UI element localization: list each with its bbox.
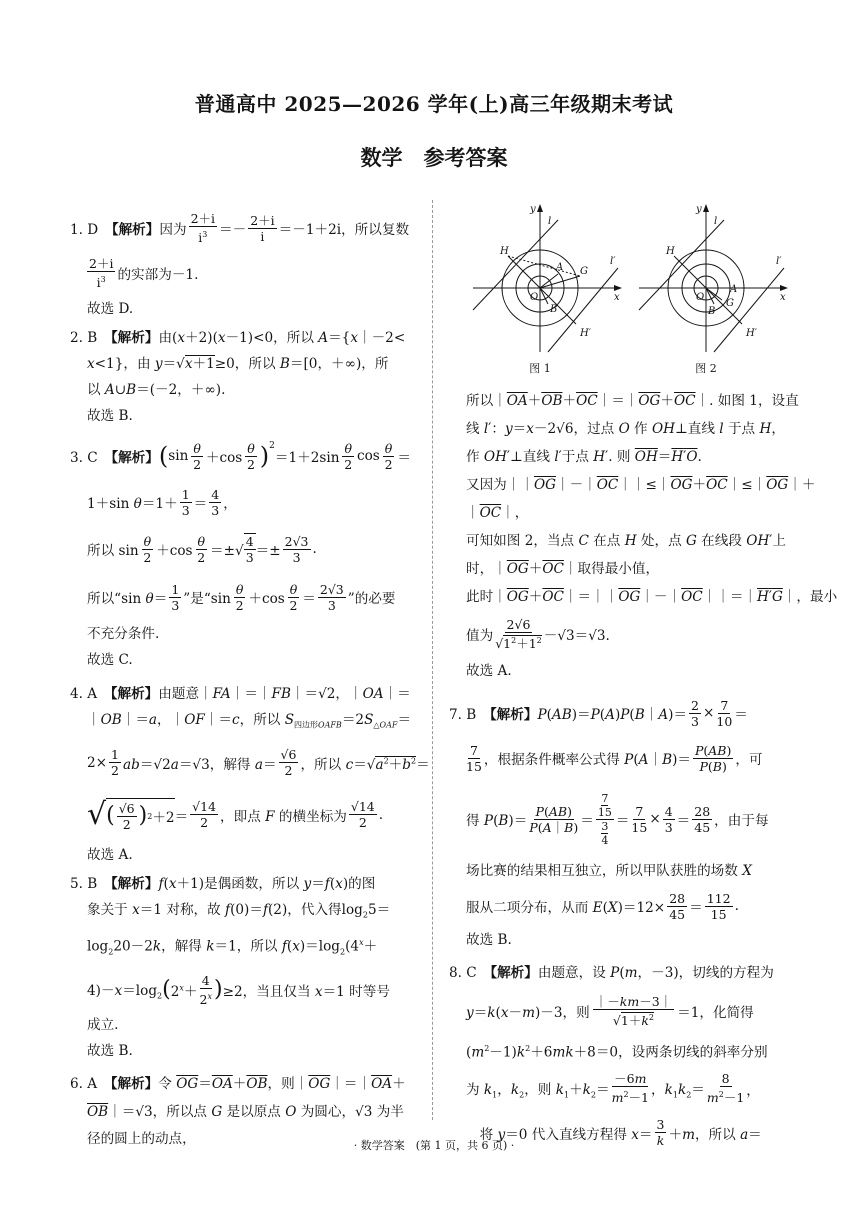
line-l-label: l [548, 216, 552, 227]
column-divider [432, 200, 433, 1120]
figure-1-caption: 图 1 [529, 362, 551, 375]
line-l-label: l [714, 216, 718, 227]
point-b-label: B [550, 304, 558, 315]
point-a-label: A [556, 262, 564, 273]
figure-2-caption: 图 2 [695, 362, 717, 375]
answer-1-line-2: 2＋i $i^3$ 的实部为－1. [89, 255, 199, 291]
origin-label: O [530, 292, 539, 303]
right-column [449, 387, 838, 1155]
figure-2 [634, 200, 794, 380]
answer-5: 5. B 【解析】f(x＋1)是偶函数，所以 y＝f(x)的图 象关于 x＝1 对称，故 f(0)＝f(2)，代入得$\log_25=$ $\log_220-2k$，解得 k＝1，所以 $f(x)=\log_2(4^x+$ $4)-x=\log_2$ ( $2^x+$ 4 2$^x$ ) ≥2，当且仅当 x＝1 时等号 成立. 故选 B. [70, 875, 391, 1059]
point-b-label: B [708, 306, 716, 317]
figure-1 [468, 200, 628, 380]
line-l-prime [548, 268, 618, 352]
point-h-prime-label: H′ [746, 328, 757, 339]
answer-4: 4. A 【解析】由题意｜FA｜＝｜FB｜＝√2，｜OA｜＝ ｜OB｜＝a，｜OF｜＝c，所以 $S_{四边形OAFB}=2S_{\triangle OAF}=$ 2× $\frac{1}{2}$ ab＝√2a＝√3，解得 a＝ √6 2 ，所以 $c=√a^2+b^2=$ √ ( √6 2 ) 2 ＋2 ＝ √14 2 ，即点 F 的横坐标为 √14 2 . 故选 A. [70, 686, 430, 863]
point-h-label: H [666, 246, 675, 257]
line-l-prime-label: l′ [776, 256, 782, 267]
answer-6-continued: 所以$|\overline{OA}+\overline{OB}+\overline{OC}|=|\overline{OG}+\overline{OC}|$. 如图 1，设直 线 l′：y＝x－2√6，过点 O 作 OH⊥直线 l 于点 H， 作 OH′⊥直线 l′于点 H′. 则 $\overline{OH}=H'O$. 又因为$||\overline{OG}|-|\overline{OC}||\le|\overline{OG}+\overline{OC}|\le|\overline{OG}|+$ $|\overline{OC}|$， 可知如图 2，当点 C 在点 H 处，点 G 在线段 OH′上 时，$|\overline{OG}+\overline{OC}|$取得最小值， 此时$|\overline{OG}+\overline{OC}|=||\overline{OG}|-|\overline{OC}||=|H'G|$，最小 值为 2√6 $√1^2+1^2$ －√3＝√3. 故选 A. [466, 393, 838, 679]
line-l-prime [714, 268, 784, 352]
point-g-label: G [580, 266, 588, 277]
answer-6: 6. A 【解析】令 $\overline{OG}=\overline{OA}+\overline{OB}$，则$|\overline{OG}|=|\overline{OA}+$ $\overline{OB}|=√3$，所以点 G 是以原点 O 为圆心，√3 为半 径的圆上的动点， [70, 1075, 406, 1147]
left-column [70, 205, 430, 1152]
page-subtitle: 数学 参考答案 [360, 145, 508, 170]
page-title: 普通高中 2025—2026 学年(上)高三年级期末考试 [194, 92, 674, 116]
x-label: x [780, 292, 786, 303]
answer-1-line-1: 1. D 【解析】因为 2＋i $i^3$ ＝－ 2＋i i ＝－1＋2i，所以复数 [70, 210, 410, 246]
origin-label: O [696, 292, 705, 303]
point-a-label: A [730, 284, 738, 295]
answer-7: 7. B 【解析】P(AB)＝P(A)P(B｜A)＝ $\frac{2}{3}$ × $\frac{7}{10}$ ＝ 7 15 ，根据条件概率公式得 P(A｜B)＝ P(AB) P(B) ，可 得 P(B)＝ P(AB) P(A｜B) ＝ 7 15 3 4 ＝ $\frac{7}{15}$ × $\frac{4}{3}$ ＝ 28 45 ，由于每 场比赛的结果相互独立，所以甲队获胜的场数 X 服从二项分布，从而 E(X)＝12× $\frac{28}{45}$ ＝ 112 15 . 故选 B. [449, 697, 769, 948]
y-label: y [530, 204, 536, 215]
x-label: x [614, 292, 620, 303]
point-h-prime-label: H′ [580, 328, 591, 339]
answer-3: 3. C 【解析】 ( sin θ 2 ＋cos θ 2 ) $^2$ ＝1＋2sin θ 2 cos θ 2 ＝ 1＋sin θ＝1＋ 1 3 ＝ 4 3 ， 所以 sin θ 2 ＋cos θ 2 ＝±√ 4 3 ＝± $\frac{2√3}{3}$ . 所以“sin θ＝ 1 3 ”是“sin θ 2 ＋cos θ 2 ＝ 2√3 3 ”的必要 不充分条件. 故选 C. [70, 440, 411, 668]
answer-1 [70, 205, 420, 323]
page-footer: · 数学答案 (第 1 页，共 6 页) · [353, 1139, 515, 1152]
point-g-label: G [726, 298, 734, 309]
answer-1-choice: 故选 D. [87, 301, 134, 317]
point-h-label: H [500, 246, 509, 257]
line-l-prime-label: l′ [610, 256, 616, 267]
y-label: y [696, 204, 702, 215]
answer-2: 2. B 【解析】由(x＋2)(x－1)<0，所以 A＝{x｜－2< x<1}，由 y＝√x＋1≥0，所以 B＝[0，＋∞)，所 以 A∪B＝(－2，＋∞). 故选 B. [70, 330, 406, 424]
answer-8: 8. C 【解析】由题意，设 P(m，－3)，切线的方程为 y＝k(x－m)－3，则 ｜－km－3｜ $√1+k^2$ ＝1，化简得 $(m^2-1)k^2+6mk+8=0$，设两条切线的斜率分别 为 $k_1$，$k_2$，则 $k_1+k_2=$ －6m $m^2-1$ ，$k_1k_2=$ 8 $m^2-1$ ， 将 y＝0 代入直线方程得 x＝ 3 k ＋m，所以 a＝ [449, 965, 774, 1149]
